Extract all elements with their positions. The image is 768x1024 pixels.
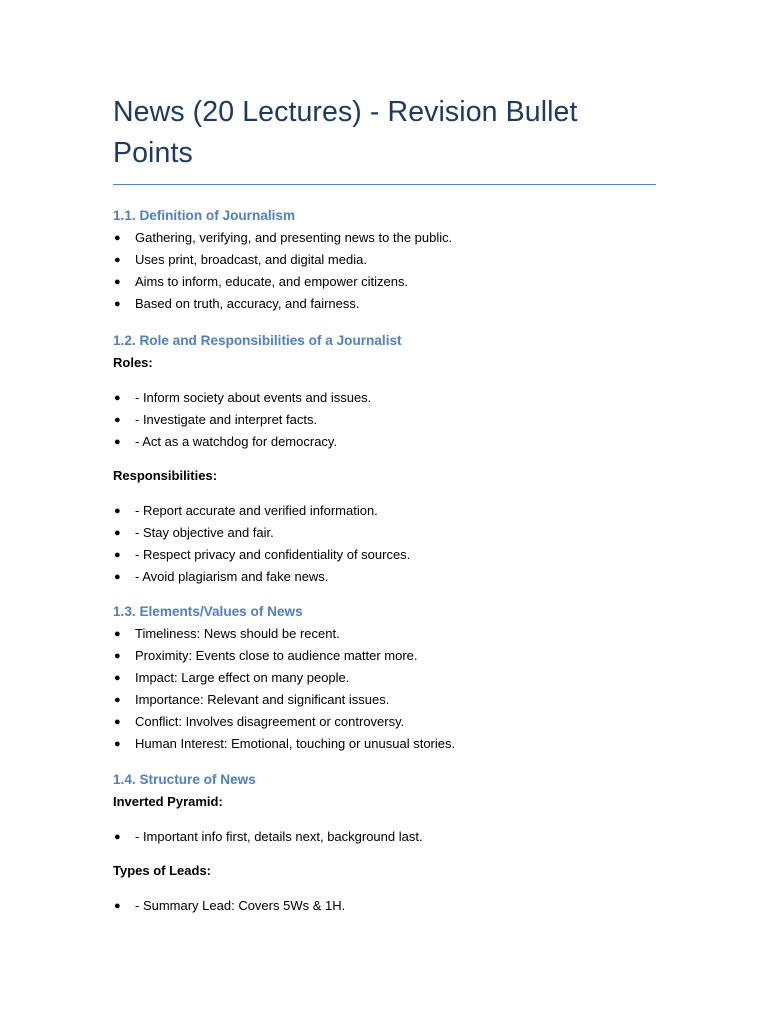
bullet-icon: ● bbox=[114, 392, 121, 404]
list-item-text: - Inform society about events and issues. bbox=[135, 390, 372, 405]
list-item bbox=[113, 826, 656, 848]
list-item-text: - Avoid plagiarism and fake news. bbox=[135, 569, 329, 584]
list-item bbox=[113, 271, 656, 293]
roles-label: Roles: bbox=[113, 355, 153, 370]
bullet-icon: ● bbox=[114, 716, 121, 728]
title-divider bbox=[113, 184, 656, 185]
list-item bbox=[113, 689, 656, 711]
bullet-icon: ● bbox=[114, 527, 121, 539]
pyramid-list bbox=[113, 826, 656, 848]
list-item-text: Human Interest: Emotional, touching or unusual stories. bbox=[135, 736, 456, 751]
section-heading-role: 1.2. Role and Responsibilities of a Journalist bbox=[113, 333, 402, 348]
bullet-icon: ● bbox=[114, 694, 121, 706]
list-item bbox=[113, 544, 656, 566]
bullet-icon: ● bbox=[114, 571, 121, 583]
list-item-text: Proximity: Events close to audience matter more. bbox=[135, 648, 418, 663]
list-item-text: Based on truth, accuracy, and fairness. bbox=[135, 296, 360, 311]
list-item bbox=[113, 667, 656, 689]
list-item bbox=[113, 566, 656, 588]
list-item-text: Importance: Relevant and significant issues. bbox=[135, 692, 390, 707]
list-item bbox=[113, 431, 656, 453]
bullet-icon: ● bbox=[114, 738, 121, 750]
list-item bbox=[113, 387, 656, 409]
document-title: News (20 Lectures) - Revision Bullet Points bbox=[113, 96, 578, 169]
bullet-icon: ● bbox=[114, 505, 121, 517]
list-item bbox=[113, 293, 656, 315]
definition-list bbox=[113, 227, 656, 315]
types-of-leads-label: Types of Leads: bbox=[113, 863, 212, 878]
list-item-text: Uses print, broadcast, and digital media. bbox=[135, 252, 367, 267]
section-heading-structure: 1.4. Structure of News bbox=[113, 772, 256, 787]
list-item bbox=[113, 645, 656, 667]
list-item bbox=[113, 500, 656, 522]
list-item-text: Aims to inform, educate, and empower citizens. bbox=[135, 274, 409, 289]
responsibilities-label: Responsibilities: bbox=[113, 468, 218, 483]
list-item-text: - Report accurate and verified information. bbox=[135, 503, 378, 518]
list-item-text: Gathering, verifying, and presenting news to the public. bbox=[135, 230, 453, 245]
list-item-text: - Act as a watchdog for democracy. bbox=[135, 434, 338, 449]
list-item-text: - Summary Lead: Covers 5Ws & 1H. bbox=[135, 898, 346, 913]
bullet-icon: ● bbox=[114, 414, 121, 426]
section-heading-definition: 1.1. Definition of Journalism bbox=[113, 208, 296, 223]
responsibilities-list bbox=[113, 500, 656, 588]
list-item bbox=[113, 409, 656, 431]
bullet-icon: ● bbox=[114, 254, 121, 266]
roles-list bbox=[113, 387, 656, 453]
list-item-text: Impact: Large effect on many people. bbox=[135, 670, 350, 685]
leads-list bbox=[113, 895, 656, 917]
list-item-text: Conflict: Involves disagreement or controversy. bbox=[135, 714, 405, 729]
bullet-icon: ● bbox=[114, 232, 121, 244]
elements-list bbox=[113, 623, 656, 755]
bullet-icon: ● bbox=[114, 900, 121, 912]
bullet-icon: ● bbox=[114, 436, 121, 448]
bullet-icon: ● bbox=[114, 672, 121, 684]
list-item bbox=[113, 522, 656, 544]
list-item bbox=[113, 895, 656, 917]
inverted-pyramid-label: Inverted Pyramid: bbox=[113, 794, 223, 809]
list-item bbox=[113, 711, 656, 733]
list-item-text: Timeliness: News should be recent. bbox=[135, 626, 340, 641]
list-item bbox=[113, 623, 656, 645]
section-heading-elements: 1.3. Elements/Values of News bbox=[113, 604, 303, 619]
list-item-text: - Important info first, details next, background last. bbox=[135, 829, 423, 844]
bullet-icon: ● bbox=[114, 628, 121, 640]
list-item-text: - Investigate and interpret facts. bbox=[135, 412, 318, 427]
list-item bbox=[113, 249, 656, 271]
bullet-icon: ● bbox=[114, 650, 121, 662]
bullet-icon: ● bbox=[114, 831, 121, 843]
list-item bbox=[113, 733, 656, 755]
bullet-icon: ● bbox=[114, 549, 121, 561]
list-item bbox=[113, 227, 656, 249]
list-item-text: - Stay objective and fair. bbox=[135, 525, 274, 540]
bullet-icon: ● bbox=[114, 276, 121, 288]
bullet-icon: ● bbox=[114, 298, 121, 310]
list-item-text: - Respect privacy and confidentiality of sources. bbox=[135, 547, 411, 562]
